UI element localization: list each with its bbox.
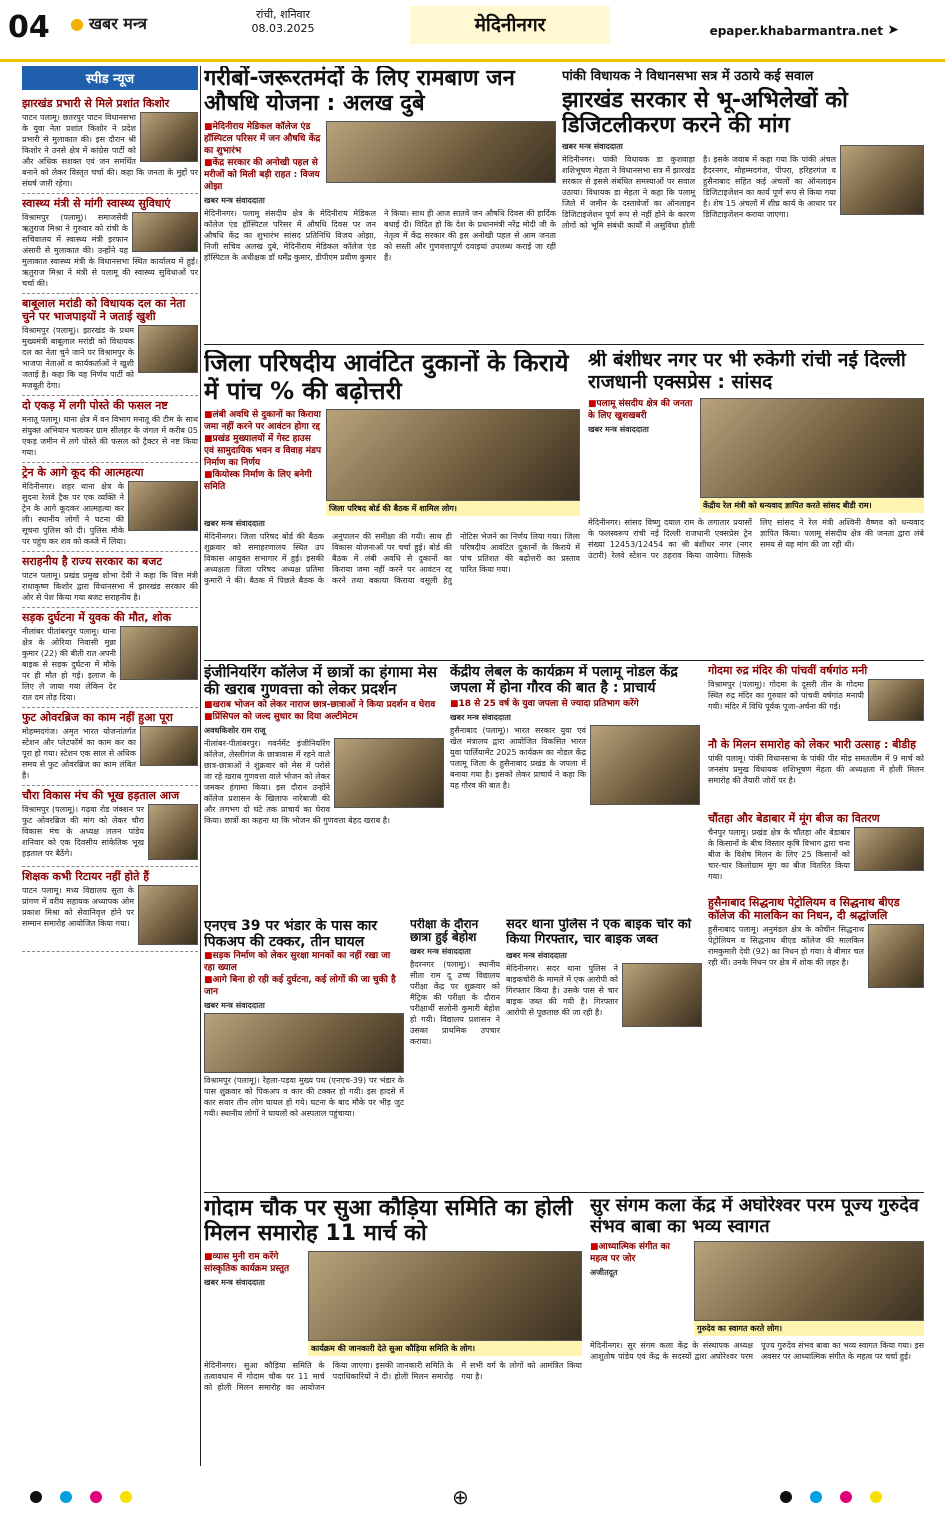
headline: श्री बंशीधर नगर पर भी रुकेगी रांची नई दिल्ली राजधानी एक्सप्रेस : सांसद: [588, 350, 906, 393]
registration-dot: [120, 1491, 132, 1503]
byline: अजीतदूत: [590, 1268, 618, 1278]
headline: एनएच 39 पर भंडार के पास कार पिकअप की टक्कर, तीन घायल: [204, 918, 378, 951]
story-youth-parliament: [450, 664, 700, 914]
item-headline: स्वास्थ्य मंत्री से मांगी स्वास्थ्य सुविधाएं: [22, 197, 171, 210]
city-day: रांची, शनिवार: [255, 8, 311, 21]
story-body: पांकी पलामू। पांकी विधानसभा के पांकी पीर मोड़ समतलीम में 9 मार्च को जनसंघ प्रमुख विधायक शशिभूषण मेहता की अध्यक्षता में होली मिलन समारोह की तैयारी जोरों पर है।: [708, 754, 924, 785]
item-body: मेदिनीनगर। शहर थाना क्षेत्र के सुदना रेलवे ट्रैक पर एक व्यक्ति ने ट्रेन के आगे कूदकर आत्महत्या कर ली। स्थानीय लोगों ने घटना की सूचना पुलिस को दी। पुलिस मौके पर पहुंच कर शव को कब्जे में लिया।: [22, 482, 126, 546]
headline: सदर थाना पुलिस ने एक बाइक चोर को किया गिरफ्तार, चार बाइक जब्त: [506, 918, 692, 947]
story-rajdhani-stop: [588, 350, 924, 655]
list-item: [22, 708, 198, 786]
item-headline: फुट ओवरब्रिज का काम नहीं हुआ पूरा: [22, 711, 173, 724]
subhead: ■ सड़क निर्माण को लेकर सुरक्षा मानकों का नहीं रखा जा रहा ख्याल: [204, 950, 404, 974]
registration-dot: [810, 1491, 822, 1503]
story-nh39-accident: [204, 918, 404, 1188]
headline: गोदाम चौक पर सुआ कौड़िया समिति का होली मिलन समारोह 11 मार्च को: [204, 1196, 573, 1247]
item-headline: शिक्षक कभी रिटायर नहीं होते हैं: [22, 870, 150, 883]
speed-news-label: स्पीड न्यूज: [22, 66, 198, 90]
item-photo: [120, 626, 198, 680]
item-body: पाटन पलामू। छतरपुर पाटन विधानसभा के युवा नेता प्रशांत किशोर ने प्रदेश प्रभारी से मुलाकात की। इस दौरान श्री किशोर ने उनसे क्षेत्र में कांग्रेस पार्टी को और अधिक सशक्त एवं जन समर्थित बनाने को लेकर विस्तृत चर्चा की। कहा कि जनता के मुद्दों पर संघर्ष जारी रहेगा।: [22, 113, 198, 188]
left-news-column: [22, 66, 198, 1466]
issue-date: 08.03.2025: [251, 22, 315, 35]
byline: अवधकिशोर राम राजू: [204, 725, 266, 735]
byline: खबर मन्त्र संवाददाता: [588, 424, 649, 434]
headline: नौ के मिलन समारोह को लेकर भारी उत्साह : बीडीह: [708, 738, 916, 751]
registration-dot: [840, 1491, 852, 1503]
story-body: मेदिनीनगर। सुर संगम कला केंद्र के संस्थापक अध्यक्ष आशुतोष पांडेय एवं केंद्र के सदस्यों द्वारा अघोरेश्वर परम पूज्य गुरुदेव संभव बाबा का भव्य स्वागत किया गया। इस अवसर पर आध्यात्मिक संगीत के महत्व पर चर्चा हुई।: [590, 1341, 924, 1362]
story-holi-milan-pankI: [708, 738, 924, 808]
section-title: मेदिनीनगर: [410, 6, 610, 44]
masthead: [0, 0, 945, 62]
byline: खबर मन्त्र संवाददाता: [506, 950, 567, 960]
item-headline: चौरा विकास मंच की भूख हड़ताल आज: [22, 789, 180, 802]
divider: [204, 344, 924, 345]
headline: गोदमा रुद्र मंदिर की पांचवीं वर्षगांठ मनी: [708, 664, 868, 677]
photo-caption: कार्यक्रम की जानकारी देते सुआ कौड़िया समिति के लोग।: [308, 1341, 582, 1356]
list-item: [22, 552, 198, 608]
subhead: ■ 18 से 25 वर्ष के युवा जपला से ज्यादा प्रतिभाग करेंगे: [450, 698, 700, 710]
headline: हुसैनाबाद सिद्धनाथ पेट्रोलियम व सिद्धनाथ बीएड कॉलेज की मालकिन का निधन, दी श्रद्धांजलि: [708, 896, 900, 922]
item-headline: ट्रेन के आगे कूद की आत्महत्या: [22, 466, 144, 479]
subhead: ■ आगे बिना हो रही कई दुर्घटना, कई लोगों की जा चुकी है जान: [204, 974, 404, 998]
photo-caption: गुरुदेव का स्वागत करते लोग।: [694, 1321, 924, 1336]
subhead: ■ प्रिंसिपल को जल्द सुधार का दिया अल्टीमेटम: [204, 711, 444, 723]
list-item: [22, 396, 198, 463]
story-photo: [622, 963, 702, 1027]
list-item: [22, 294, 198, 396]
print-registration-strip: [0, 1477, 945, 1517]
story-body: विश्रामपुर (पलामू)। गोदमा के दूसरी तीन के गोदमा स्थित रुद्र मंदिर का गुरुवार को पांचवी वर्षगांठ मनायी गयी। मंदिर में विधि पूर्वक पूजा-अर्चना की गई।: [708, 680, 864, 711]
item-body: मनातू पलामू। थाना क्षेत्र में वन विभाग मनातू की टीम के साथ संयुक्त अभियान चलाकर ग्राम सीलहर के जंगल में करीब 05 एकड़ जमीन में लगे पोस्ते की फसल को ट्रैक्टर से नष्ट किया गया।: [22, 415, 198, 457]
story-jan-aushadhi: [204, 66, 556, 366]
crosshair-icon: ⊕: [452, 1485, 469, 1509]
headline: परीक्षा के दौरान छात्रा हुई बेहोश: [410, 918, 479, 944]
list-item: [22, 786, 198, 867]
story-body: विश्रामपुर (पलामू)। रेहला-पड़वा मुख्य पथ (एनएच-39) पर भंडार के पास शुक्रवार को पिकअप व कार की टक्कर हो गयी। इस हादसे में कार सवार तीन लोग घायल हो गये। घटना के बाद मौके पर भीड़ जुट गयी। स्थानीय लोगों ने घायलों को अस्पताल पहुंचाया।: [204, 1076, 404, 1119]
registration-dot: [870, 1491, 882, 1503]
divider: [204, 1192, 924, 1193]
byline: खबर मन्त्र संवाददाता: [562, 141, 623, 151]
item-photo: [148, 804, 198, 860]
byline: खबर मन्त्र संवाददाता: [410, 947, 471, 956]
story-photo: [694, 1241, 924, 1321]
subhead: ■ कियोस्क निर्माण के लिए बनेगी समिति: [204, 469, 322, 493]
story-photo: [326, 409, 580, 501]
list-item: [22, 867, 198, 952]
item-body: विश्रामपुर (पलामू)। समाजसेवी ऋतुराज मिश्रा ने गुरुवार को रांची के सचिवालय में स्वास्थ्य मंत्री इरफान अंसारी से मुलाकात की। उन्होंने यह मुलाकात स्वास्थ्य मंत्री के विधानसभा स्थित कार्यालय में हुई। ऋतुराज मिश्रा ने मंत्री से पलामू की स्वास्थ्य सुविधाओं पर चर्चा की।: [22, 213, 198, 288]
divider: [204, 660, 924, 661]
story-photo: [868, 924, 924, 988]
headline: झारखंड सरकार से भू-अभिलेखों को डिजिटलीकरण करने की मांग: [562, 88, 848, 139]
story-body: मेदिनीनगर। सदर थाना पुलिस ने बाइकचोरी के मामले में एक आरोपी को गिरफ्तार किया है। उसके पास से चार बाइक जब्त की गयी है। गिरफ्तार आरोपी से पूछताछ की जा रही है।: [506, 963, 618, 1017]
story-photo: [868, 679, 924, 721]
item-photo: [138, 885, 198, 945]
story-photo: [854, 827, 924, 871]
item-headline: सराहनीय है राज्य सरकार का बजट: [22, 555, 162, 568]
item-body: विश्रामपुर (पलामू)। गढ़वा रोड जंक्शन पर फुट ओवरब्रिज की मांग को लेकर चौरा विकास मंच के अध्यक्ष ललन पांडेय शनिवार को एक दिवसीय सांकेतिक भूख हड़ताल पर बैठेंगे।: [22, 805, 144, 858]
item-headline: बाबूलाल मरांडी को विधायक दल का नेता चुने पर भाजपाइयों ने जताई खुशी: [22, 297, 186, 323]
story-photo: [590, 725, 700, 805]
headline: चौंतहा और बेडाबार में मूंग बीज का वितरण: [708, 812, 880, 825]
story-exam-faint: [410, 918, 500, 1188]
story-holi-milan-godam: [204, 1196, 582, 1466]
byline: खबर मन्त्र संवाददाता: [204, 1277, 265, 1287]
item-body: विश्रामपुर (पलामू)। झारखंड के प्रथम मुख्यमंत्री बाबूलाल मरांडी को विधायक दल का नेता चुने जाने पर विश्रामपुर के भाजपा नेताओं व कार्यकर्ताओं ने खुशी जताई है। कहा कि यह निर्णय पार्टी को मजबूती देगा।: [22, 326, 134, 390]
story-body: नीलांबर-पीतांबरपुर। गवर्नमेंट इंजीनियरिंग कॉलेज, लेस्लीगंज के छात्रावास में रहने वाले छात्र-छात्राओं ने शुक्रवार को मेस में परोसे जा रहे खराब गुणवत्ता वाले भोजन को लेकर जमकर हंगामा किया। इस दौरान उन्होंने कॉलेज प्रशासन के खिलाफ नारेबाजी की और लगभग दो घंटे तक प्राचार्य का घेराव किया। छात्रों का कहना था कि भोजन की गुणवत्ता बेहद खराब है।: [204, 738, 391, 825]
pointer-icon: ➤: [887, 22, 899, 38]
subhead: ■ व्यास मुनी राम करेंगे सांस्कृतिक कार्यक्रम प्रस्तुत: [204, 1251, 304, 1275]
registration-dot: [780, 1491, 792, 1503]
headline: जिला परिषदीय आवंटित दुकानों के किराये में पांच % की बढ़ोत्तरी: [204, 350, 569, 405]
byline: खबर मन्त्र संवाददाता: [204, 195, 265, 205]
story-body: चैनपुर पलामू। प्रखंड क्षेत्र के चौंतहा और बेडाबार के किसानों के बीच विस्तार कृषि विभाग द्वारा चना बीज के विशेष मिलन के लिए 25 किसानों को चार-चार किलोग्राम मूंग का बीज वितरित किया गया।: [708, 828, 850, 881]
item-photo: [128, 481, 198, 531]
subhead: ■ आध्यात्मिक संगीत का महत्व पर जोर: [590, 1241, 690, 1265]
story-photo: [840, 145, 924, 215]
subhead: ■ केंद्र सरकार की अनोखी पहल से मरीजों को मिली बड़ी राहत : विजय ओझा: [204, 157, 322, 193]
item-photo: [140, 726, 198, 766]
photo-caption: जिला परिषद बोर्ड की बैठक में शामिल लोग।: [326, 501, 580, 516]
story-photo: [326, 121, 556, 183]
story-shop-rent: [204, 350, 580, 655]
story-body: हुसैनाबाद पलामू। अनुमंडल क्षेत्र के कोचीन सिद्धनाथ पेट्रोलियम व सिद्धनाथ बीएड कॉलेज की मालकिन रामकुमारी देवी (92) का निधन हो गया। वे बीमार चल रही थीं। उनके निधन पर क्षेत्र में शोक की लहर है।: [708, 925, 864, 967]
story-photo: [334, 738, 444, 808]
story-bike-thief: [506, 918, 702, 1188]
story-body: मेदिनीनगर। पलामू संसदीय क्षेत्र के मेदिनीराय मेडिकल कॉलेज एंड हॉस्पिटल परिसर में औषधि दिवस पर जन औषधि केंद्र का शुभारंभ सांसद प्रतिनिधि विजय ओझा, निजी सचिव अलख दुबे, मेदिनीराय मेडिकल कॉलेज एंड हॉस्पिटल के अधीक्षक डॉ धर्मेंद्र कुमार, डीपीएम प्रवीण कुमार ने किया। साथ ही आज सातवें जन औषधि दिवस की हार्दिक बधाई दी। विदित हो कि देश के प्रधानमंत्री नरेंद्र मोदी जी के नेतृत्व में केंद्र सरकार की इस अनोखी पहल से आम जनता को सस्ती और गुणवत्तापूर्ण दवाइयां उपलब्ध कराई जा रही हैं।: [204, 208, 556, 262]
kicker: पांकी विधायक ने विधानसभा सत्र में उठाये कई सवाल: [562, 66, 924, 84]
story-body: मेदिनीनगर। जिला परिषद बोर्ड की बैठक शुक्रवार को समाहरणालय स्थित उप विकास आयुक्त सभागार में हुई। इसकी अध्यक्षता जिला परिषद अध्यक्ष प्रतिमा कुमारी ने की। बैठक में पिछले बैठक के अनुपालन की समीक्षा की गयी। साथ ही विकास योजनाओं पर चर्चा हुई। बोर्ड की बैठक में लंबी अवधि से दुकानों का किराया जमा नहीं करने पर आवंटन रद्द करने तथा बकाया किराया वसूली हेतु नोटिस भेजने का निर्णय लिया गया। जिला परिषदीय आवंटित दुकानों के किराये में पांच प्रतिशत की बढ़ोत्तरी का प्रस्ताव पारित किया गया।: [204, 532, 580, 586]
byline: खबर मन्त्र संवाददाता: [204, 519, 265, 529]
dateline: [238, 8, 328, 36]
story-body: मेदिनीनगर। पांकी विधायक डा कुशवाहा शशिभूषण मेहता ने विधानसभा सत्र में झारखंड सरकार से इससे संबंधित समस्याओं पर सवाल उठाया। विधायक डा मेहता ने कहा कि पलामू जिले में जमीन के दस्तावेजों का ऑनलाइन डिजिटाइजेशन पूर्ण रूप से नहीं होने के कारण लोगों को भूमि संबंधी कार्यों में असुविधा होती है। इसके जवाब में कहा गया कि पांकी अंचल हैदरनगर, मोहम्मदगंज, पीपरा, हरिहरगंज व हुसैनाबाद सहित कई अंचलों का ऑनलाइन डिजिटाइजेशन का कार्य पूर्ण रूप से किया गया है। शेष 15 अंचलों में शीघ्र कार्य के आधार पर डिजिटाइजेशन कराया जाएगा।: [562, 154, 836, 230]
story-rudra-mandir: [708, 664, 924, 734]
item-body: पाटन पलामू। मध्य विद्यालय सुता के प्रांगण में वरीय सहायक अध्यापक ओम प्रकाश मिश्रा को सेवानिवृत्त होने पर सम्मान समारोह आयोजित किया गया।: [22, 886, 134, 928]
page-number: 04: [8, 10, 50, 45]
item-headline: झारखंड प्रभारी से मिले प्रशांत किशोर: [22, 97, 170, 110]
list-item: [22, 463, 198, 552]
newspaper-logo: ● खबर मन्त्र: [70, 12, 147, 34]
story-engineering-protest: [204, 664, 444, 914]
item-headline: दो एकड़ में लगी पोस्ते की फसल नष्ट: [22, 399, 168, 412]
registration-dot: [60, 1491, 72, 1503]
list-item: [22, 194, 198, 294]
story-seed-distribution: [708, 812, 924, 892]
registration-dot: [90, 1491, 102, 1503]
registration-dot: [30, 1491, 42, 1503]
byline: खबर मन्त्र संवाददाता: [204, 1001, 265, 1011]
item-headline: सड़क दुर्घटना में युवक की मौत, शोक: [22, 611, 172, 624]
subhead: ■ मेदिनीराय मेडिकल कॉलेज एंड हॉस्पिटल परिसर में जन औषधि केंद्र का शुभारंभ: [204, 121, 322, 157]
story-obituary: [708, 896, 924, 1076]
column-divider: [200, 66, 201, 1466]
list-item: [22, 94, 198, 194]
story-photo: [204, 1013, 404, 1073]
subhead: ■ लंबी अवधि से दुकानों का किराया जमा नहीं करने पर आवंटन होगा रद्द: [204, 409, 322, 433]
headline: केंद्रीय लेबल के कार्यक्रम में पलामू नोडल केंद्र जपला में होना गौरव की बात है : प्राचार्य: [450, 664, 678, 697]
headline: इंजीनियरिंग कॉलेज में छात्रों का हंगामा मेस की खराब गुणवत्ता को लेकर प्रदर्शन: [204, 664, 437, 699]
photo-caption: केंद्रीय रेल मंत्री को धन्यवाद ज्ञापित करते सांसद बीडी राम।: [700, 498, 924, 513]
item-photo: [138, 325, 198, 373]
subhead: ■ खराब भोजन को लेकर नाराज छात्र-छात्राओं ने किया प्रदर्शन व घेराव: [204, 699, 444, 711]
item-photo: [132, 212, 198, 252]
item-photo: [140, 112, 198, 162]
subhead: ■ पलामू संसदीय क्षेत्र की जनता के लिए खुशखबरी: [588, 398, 696, 422]
byline: खबर मन्त्र संवाददाता: [450, 713, 511, 723]
story-land-records: [562, 66, 924, 366]
story-body: हुसैनाबाद (पलामू)। भारत सरकार युवा एवं खेल मंत्रालय द्वारा आयोजित विकसित भारत युवा पार्लियामेंट 2025 कार्यक्रम का नोडल केंद्र पलामू जिला के हुसैनाबाद प्रखंड के जपला में बनाया गया है। इसको लेकर प्राचार्य ने कहा कि यह गौरव की बात है।: [450, 726, 586, 791]
headline: गरीबों-जरूरतमंदों के लिए रामबाण जन औषधि योजना : अलख दुबे: [204, 66, 515, 117]
list-item: [22, 608, 198, 708]
story-body: हैदरनगर (पलामू)। स्थानीय सीता राम दू उच्च विद्यालय परीक्षा केंद्र पर शुक्रवार को मैट्रिक की परीक्षा के दौरान परीक्षार्थी सलोनी कुमारी बेहोश हो गयी। विद्यालय प्रशासन ने उसका प्राथमिक उपचार कराया।: [410, 960, 500, 1046]
story-sur-sangam: [590, 1196, 924, 1466]
item-body: पाटन पलामू। प्रखंड प्रमुख शोभा देवी ने कहा कि वित्त मंत्री राधाकृष्ण किशोर द्वारा विधानसभा में झारखंड सरकार की ओर से पेश किया गया बजट सराहनीय है।: [22, 571, 198, 602]
story-body: मेदिनीनगर। सुआ कौड़िया समिति के तत्वावधान में गोदाम चौक पर 11 मार्च को होली मिलन समारोह का आयोजन किया जाएगा। इसकी जानकारी समिति के पदाधिकारियों ने दी। होली मिलन समारोह में सभी वर्ग के लोगों को आमंत्रित किया गया है।: [204, 1360, 582, 1392]
site-link[interactable]: epaper.khabarmantra.net: [709, 24, 883, 38]
story-photo: [700, 398, 924, 498]
item-body: मोहम्मदगंज। अमृत भारत योजनांतर्गत स्टेशन और प्लेटफॉर्म का काम कर का पूरा हो गया। स्टेशन एक साल से अधिक समय से फुट ओवरब्रिज का काम लंबित है।: [22, 727, 136, 780]
subhead: ■ प्रखंड मुख्यालयों में गेस्ट हाउस एवं सामुदायिक भवन व विवाह मंडप निर्माण का निर्णय: [204, 433, 322, 469]
story-photo: [308, 1251, 582, 1341]
headline: सुर संगम कला केंद्र में अघोरेश्वर परम पूज्य गुरुदेव संभव बाबा का भव्य स्वागत: [590, 1196, 919, 1237]
story-body: मेदिनीनगर। सांसद विष्णु दयाल राम के लगातार प्रयासों के फलस्वरूप रांची नई दिल्ली राजधानी एक्सप्रेस ट्रेन संख्या 12453/12454 का श्री बंशीधर नगर (नगर उंटारी) रेलवे स्टेशन पर ठहराव किया जायेगा। जिसके लिए सांसद ने रेल मंत्री अश्विनी वैष्णव को धन्यवाद ज्ञापित किया। पलामू संसदीय क्षेत्र की जनता द्वारा लंबे समय से यह मांग की जा रही थी।: [588, 517, 924, 560]
item-body: नीलांबर पीतांबरपुर पलामू। थाना क्षेत्र के ओरिया निवासी मुन्ना कुमार (22) की बीती रात अपनी बाइक से सड़क दुर्घटना में मौके पर ही मौत हो गई। इलाज के लिए ले जाया गया लेकिन देर रात दम तोड़ दिया।: [22, 627, 116, 702]
